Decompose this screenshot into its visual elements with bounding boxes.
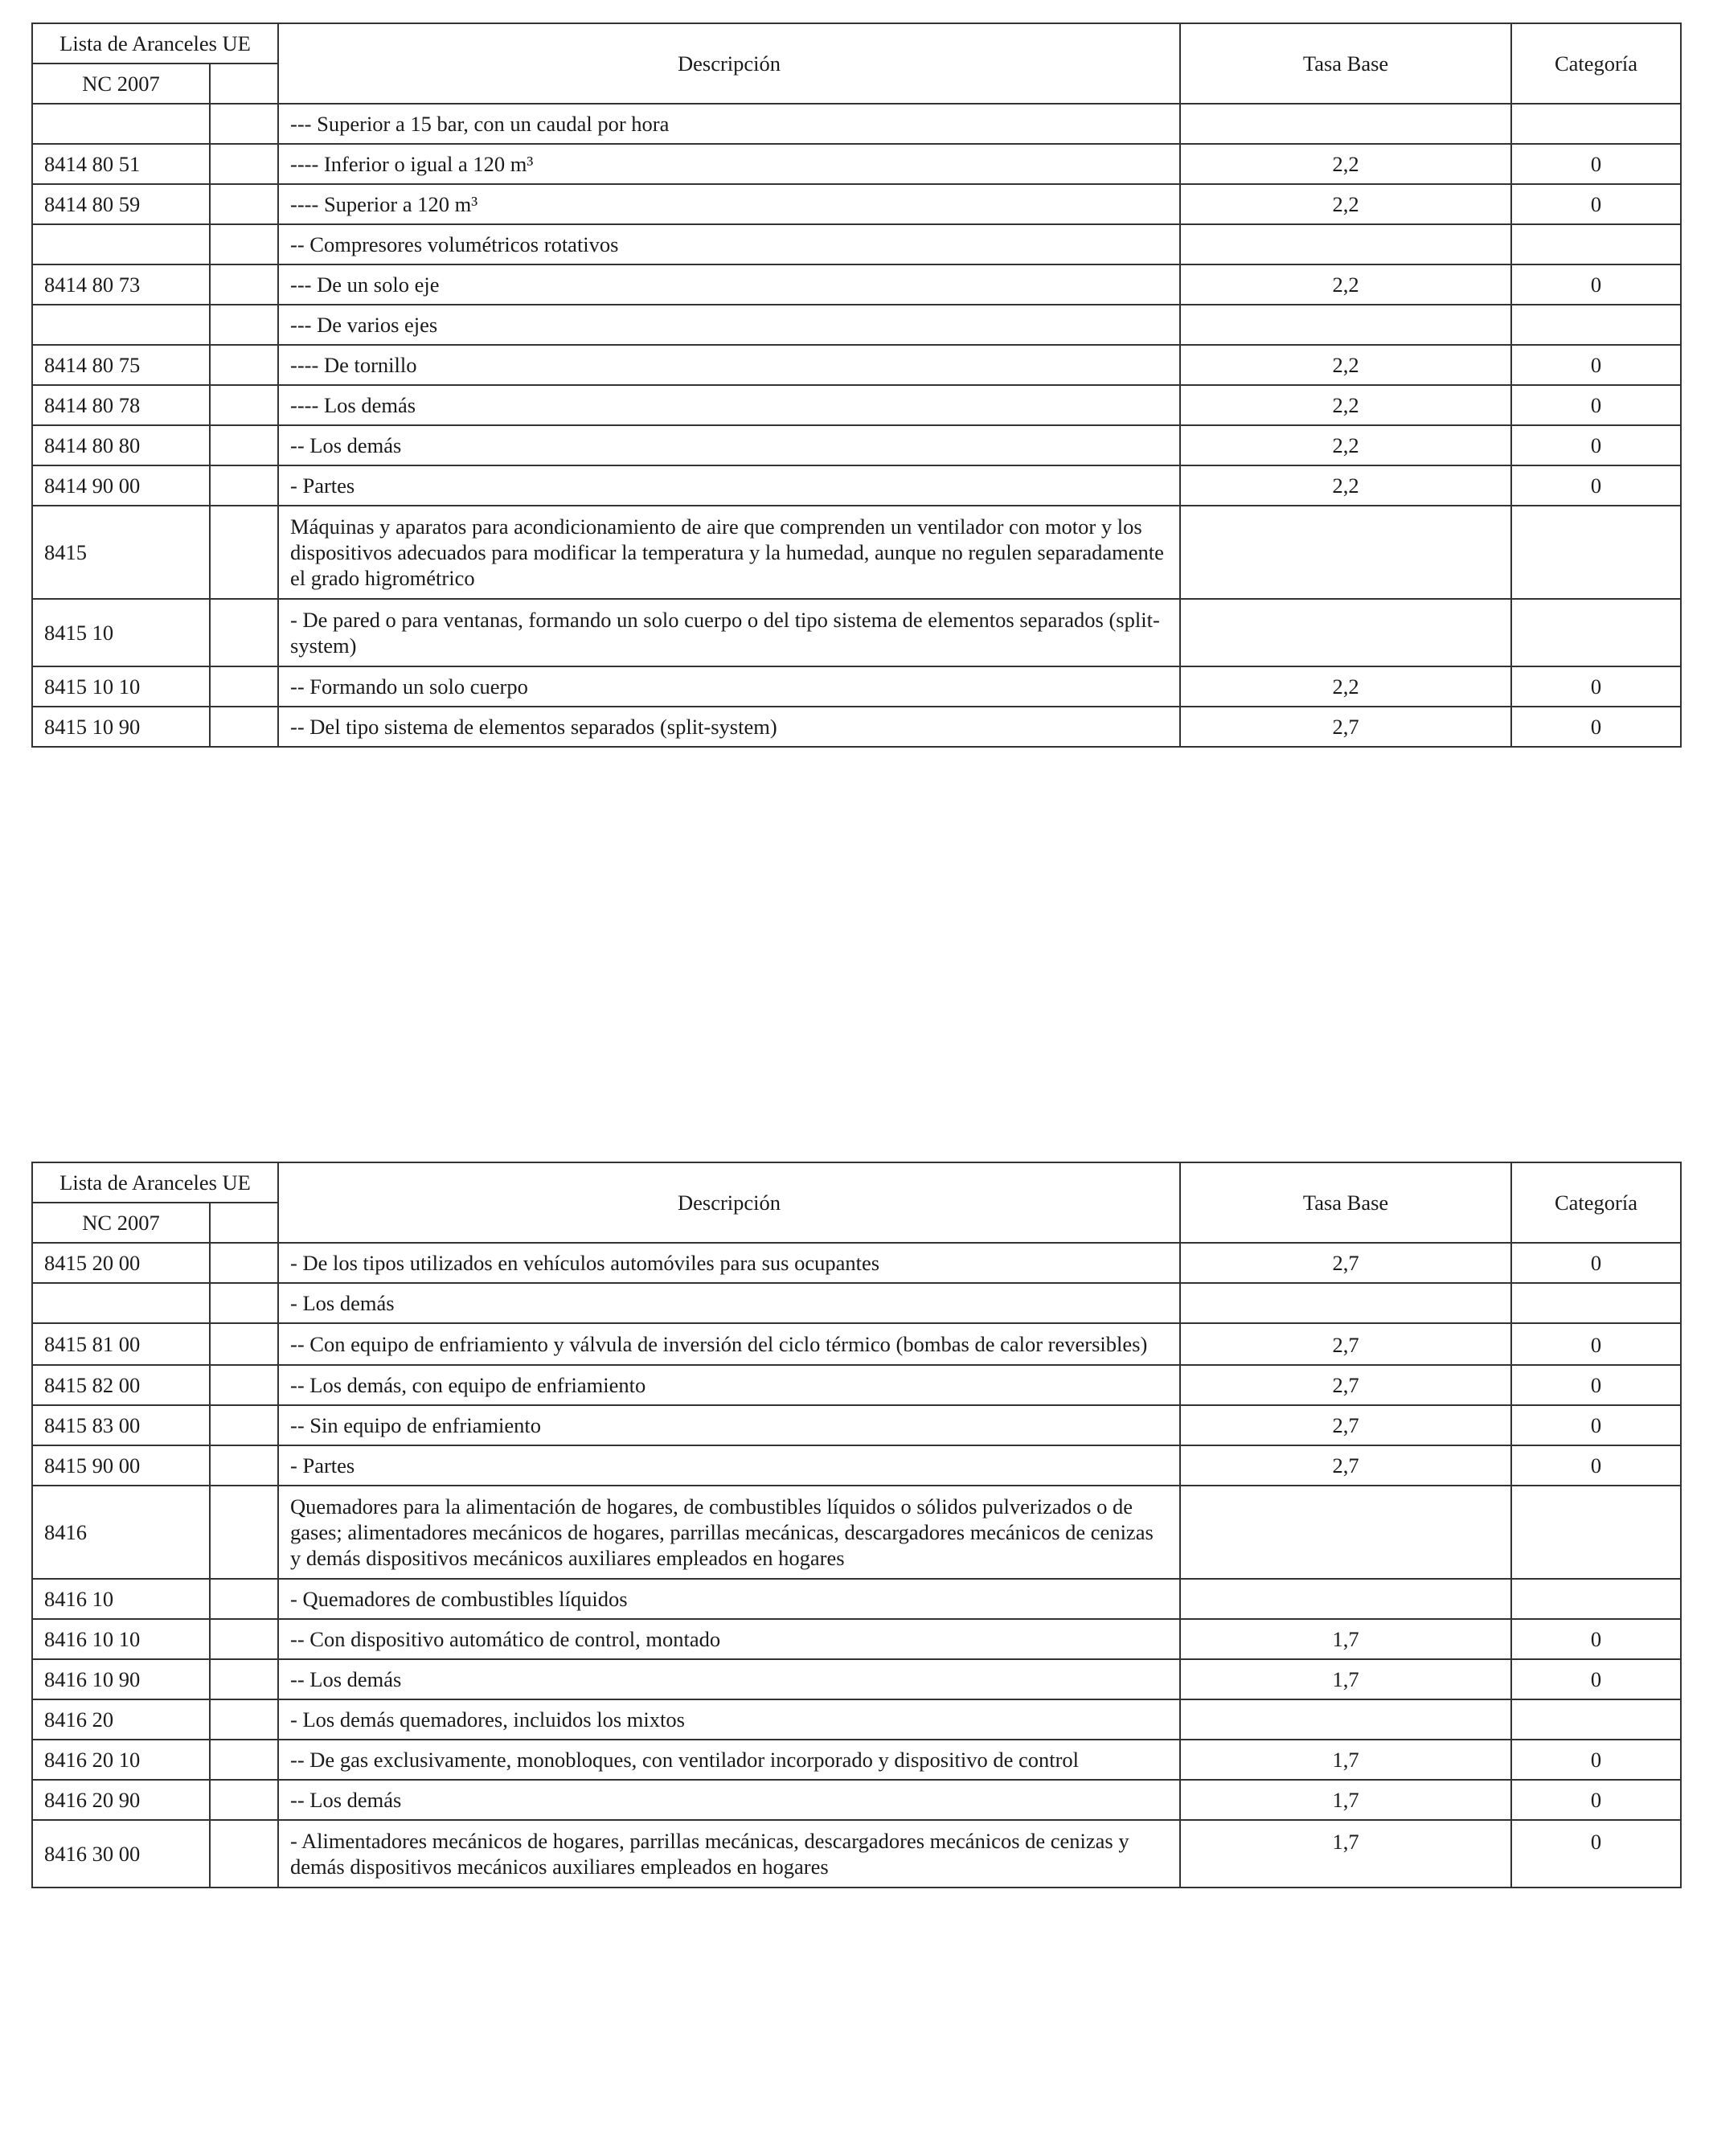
sub-code-cell xyxy=(210,465,278,506)
base-rate-cell: 2,2 xyxy=(1180,264,1511,305)
sub-code-cell xyxy=(210,1780,278,1820)
table-row xyxy=(32,465,1681,506)
tariff-code-cell: 8415 90 00 xyxy=(32,1445,210,1486)
table-row xyxy=(32,1283,1681,1323)
base-rate-cell: 1,7 xyxy=(1180,1740,1511,1780)
category-cell: 0 xyxy=(1511,1780,1681,1820)
header-category: Categoría xyxy=(1511,1162,1681,1243)
description-cell: - Quemadores de combustibles líquidos xyxy=(278,1579,1180,1619)
category-cell xyxy=(1511,599,1681,666)
tariff-code-cell: 8416 xyxy=(32,1486,210,1579)
table-row xyxy=(32,599,1681,666)
category-cell: 0 xyxy=(1511,465,1681,506)
category-cell xyxy=(1511,1699,1681,1740)
description-cell: ---- Los demás xyxy=(278,385,1180,425)
description-cell: --- Superior a 15 bar, con un caudal por hora xyxy=(278,104,1180,144)
tariff-code-cell: 8415 xyxy=(32,506,210,599)
tariff-code-cell: 8415 82 00 xyxy=(32,1365,210,1405)
table-row xyxy=(32,1820,1681,1888)
sub-code-cell xyxy=(210,1699,278,1740)
base-rate-cell: 2,7 xyxy=(1180,1365,1511,1405)
description-cell: -- Los demás xyxy=(278,1659,1180,1699)
description-cell: - Alimentadores mecánicos de hogares, parrillas mecánicas, descargadores mecánicos de cenizas y demás dispositivos mecánicos auxiliares empleados en hogares xyxy=(278,1820,1180,1888)
table-body xyxy=(32,1243,1681,1888)
category-cell xyxy=(1511,1283,1681,1323)
description-cell: ---- De tornillo xyxy=(278,345,1180,385)
table-row xyxy=(32,385,1681,425)
table-row xyxy=(32,1699,1681,1740)
category-cell: 0 xyxy=(1511,345,1681,385)
description-cell: -- Con equipo de enfriamiento y válvula de inversión del ciclo térmico (bombas de calor reversibles) xyxy=(278,1323,1180,1365)
table-row xyxy=(32,506,1681,599)
tariff-code-cell: 8415 10 10 xyxy=(32,666,210,707)
header-description: Descripción xyxy=(278,23,1180,104)
category-cell: 0 xyxy=(1511,144,1681,184)
category-cell xyxy=(1511,1486,1681,1579)
header-rate: Tasa Base xyxy=(1180,23,1511,104)
table-row xyxy=(32,707,1681,747)
sub-code-cell xyxy=(210,1243,278,1283)
header-list-label: Lista de Aranceles UE xyxy=(32,23,278,64)
tariff-table-2 xyxy=(31,1162,1682,1888)
tariff-code-cell: 8414 80 75 xyxy=(32,345,210,385)
table-row xyxy=(32,184,1681,224)
header-empty-cell xyxy=(210,1203,278,1243)
tariff-code-cell: 8415 10 xyxy=(32,599,210,666)
category-cell: 0 xyxy=(1511,1659,1681,1699)
tariff-code-cell: 8416 10 90 xyxy=(32,1659,210,1699)
sub-code-cell xyxy=(210,1323,278,1365)
category-cell: 0 xyxy=(1511,1365,1681,1405)
sub-code-cell xyxy=(210,1365,278,1405)
header-description: Descripción xyxy=(278,1162,1180,1243)
base-rate-cell: 1,7 xyxy=(1180,1659,1511,1699)
sub-code-cell xyxy=(210,599,278,666)
category-cell: 0 xyxy=(1511,1243,1681,1283)
sub-code-cell xyxy=(210,144,278,184)
description-cell: - Los demás quemadores, incluidos los mixtos xyxy=(278,1699,1180,1740)
tariff-code-cell: 8414 90 00 xyxy=(32,465,210,506)
description-cell: -- Los demás, con equipo de enfriamiento xyxy=(278,1365,1180,1405)
base-rate-cell: 2,2 xyxy=(1180,425,1511,465)
base-rate-cell: 2,7 xyxy=(1180,1323,1511,1365)
category-cell: 0 xyxy=(1511,1619,1681,1659)
category-cell: 0 xyxy=(1511,666,1681,707)
base-rate-cell xyxy=(1180,599,1511,666)
sub-code-cell xyxy=(210,1283,278,1323)
base-rate-cell: 2,2 xyxy=(1180,345,1511,385)
base-rate-cell: 2,2 xyxy=(1180,144,1511,184)
description-cell: ---- Inferior o igual a 120 m³ xyxy=(278,144,1180,184)
description-cell: - De los tipos utilizados en vehículos automóviles para sus ocupantes xyxy=(278,1243,1180,1283)
base-rate-cell xyxy=(1180,224,1511,264)
base-rate-cell: 2,7 xyxy=(1180,1445,1511,1486)
description-cell: --- De varios ejes xyxy=(278,305,1180,345)
header-category: Categoría xyxy=(1511,23,1681,104)
category-cell: 0 xyxy=(1511,1740,1681,1780)
description-cell: -- Con dispositivo automático de control, montado xyxy=(278,1619,1180,1659)
description-cell: -- De gas exclusivamente, monobloques, con ventilador incorporado y dispositivo de control xyxy=(278,1740,1180,1780)
category-cell: 0 xyxy=(1511,1820,1681,1888)
category-cell: 0 xyxy=(1511,385,1681,425)
base-rate-cell xyxy=(1180,506,1511,599)
table-row xyxy=(32,1740,1681,1780)
base-rate-cell: 2,2 xyxy=(1180,184,1511,224)
tariff-code-cell: 8416 30 00 xyxy=(32,1820,210,1888)
table-header xyxy=(32,23,1681,104)
description-cell: - Los demás xyxy=(278,1283,1180,1323)
sub-code-cell xyxy=(210,1619,278,1659)
tariff-code-cell: 8414 80 59 xyxy=(32,184,210,224)
tariff-code-cell: 8414 80 78 xyxy=(32,385,210,425)
tariff-code-cell xyxy=(32,224,210,264)
category-cell: 0 xyxy=(1511,1405,1681,1445)
description-cell: Máquinas y aparatos para acondicionamiento de aire que comprenden un ventilador con motor y los dispositivos adecuados para modificar la temperatura y la humedad, aunque no regulen separadamente el grado higrométrico xyxy=(278,506,1180,599)
table-row xyxy=(32,1445,1681,1486)
category-cell xyxy=(1511,1579,1681,1619)
tariff-code-cell: 8416 20 xyxy=(32,1699,210,1740)
table-row xyxy=(32,104,1681,144)
table-row xyxy=(32,305,1681,345)
table-row xyxy=(32,1243,1681,1283)
header-nc-label: NC 2007 xyxy=(32,64,210,104)
base-rate-cell: 2,2 xyxy=(1180,385,1511,425)
tariff-table-1 xyxy=(31,23,1682,748)
header-list-label: Lista de Aranceles UE xyxy=(32,1162,278,1203)
sub-code-cell xyxy=(210,1659,278,1699)
description-cell: -- Del tipo sistema de elementos separados (split-system) xyxy=(278,707,1180,747)
tariff-code-cell: 8414 80 73 xyxy=(32,264,210,305)
description-cell: -- Los demás xyxy=(278,1780,1180,1820)
sub-code-cell xyxy=(210,224,278,264)
sub-code-cell xyxy=(210,345,278,385)
table-row xyxy=(32,345,1681,385)
base-rate-cell xyxy=(1180,104,1511,144)
base-rate-cell xyxy=(1180,1699,1511,1740)
tariff-code-cell: 8416 20 10 xyxy=(32,1740,210,1780)
category-cell: 0 xyxy=(1511,707,1681,747)
tariff-code-cell: 8414 80 51 xyxy=(32,144,210,184)
header-rate: Tasa Base xyxy=(1180,1162,1511,1243)
description-cell: - De pared o para ventanas, formando un solo cuerpo o del tipo sistema de elementos separados (split-system) xyxy=(278,599,1180,666)
base-rate-cell: 1,7 xyxy=(1180,1820,1511,1888)
sub-code-cell xyxy=(210,1445,278,1486)
base-rate-cell xyxy=(1180,305,1511,345)
sub-code-cell xyxy=(210,1405,278,1445)
description-cell: -- Sin equipo de enfriamiento xyxy=(278,1405,1180,1445)
tariff-code-cell: 8415 10 90 xyxy=(32,707,210,747)
category-cell xyxy=(1511,506,1681,599)
description-cell: --- De un solo eje xyxy=(278,264,1180,305)
description-cell: -- Compresores volumétricos rotativos xyxy=(278,224,1180,264)
category-cell xyxy=(1511,224,1681,264)
sub-code-cell xyxy=(210,264,278,305)
sub-code-cell xyxy=(210,104,278,144)
table-row xyxy=(32,1579,1681,1619)
base-rate-cell: 1,7 xyxy=(1180,1780,1511,1820)
category-cell: 0 xyxy=(1511,1323,1681,1365)
table-row xyxy=(32,425,1681,465)
table-row xyxy=(32,144,1681,184)
tariff-code-cell xyxy=(32,104,210,144)
table-header xyxy=(32,1162,1681,1243)
category-cell: 0 xyxy=(1511,184,1681,224)
table-row xyxy=(32,1486,1681,1579)
sub-code-cell xyxy=(210,184,278,224)
base-rate-cell: 2,2 xyxy=(1180,666,1511,707)
sub-code-cell xyxy=(210,707,278,747)
description-cell: ---- Superior a 120 m³ xyxy=(278,184,1180,224)
tariff-code-cell xyxy=(32,1283,210,1323)
table-row xyxy=(32,1323,1681,1365)
category-cell xyxy=(1511,104,1681,144)
header-nc-label: NC 2007 xyxy=(32,1203,210,1243)
sub-code-cell xyxy=(210,425,278,465)
sub-code-cell xyxy=(210,1579,278,1619)
category-cell: 0 xyxy=(1511,264,1681,305)
base-rate-cell: 2,7 xyxy=(1180,707,1511,747)
base-rate-cell xyxy=(1180,1283,1511,1323)
sub-code-cell xyxy=(210,385,278,425)
header-empty-cell xyxy=(210,64,278,104)
tariff-code-cell: 8415 81 00 xyxy=(32,1323,210,1365)
sub-code-cell xyxy=(210,1820,278,1888)
table-row xyxy=(32,264,1681,305)
sub-code-cell xyxy=(210,305,278,345)
sub-code-cell xyxy=(210,506,278,599)
description-cell: Quemadores para la alimentación de hogares, de combustibles líquidos o sólidos pulverizados o de gases; alimentadores mecánicos de hogares, parrillas mecánicas, descargadores mecánicos de cenizas y demás dispositivos mecánicos auxiliares empleados en hogares xyxy=(278,1486,1180,1579)
base-rate-cell: 1,7 xyxy=(1180,1619,1511,1659)
description-cell: -- Los demás xyxy=(278,425,1180,465)
description-cell: - Partes xyxy=(278,1445,1180,1486)
base-rate-cell: 2,7 xyxy=(1180,1405,1511,1445)
category-cell xyxy=(1511,305,1681,345)
tariff-code-cell: 8415 83 00 xyxy=(32,1405,210,1445)
table-row xyxy=(32,1780,1681,1820)
tariff-code-cell: 8414 80 80 xyxy=(32,425,210,465)
table-body xyxy=(32,104,1681,747)
sub-code-cell xyxy=(210,1486,278,1579)
base-rate-cell xyxy=(1180,1579,1511,1619)
tariff-code-cell: 8416 10 10 xyxy=(32,1619,210,1659)
tariff-code-cell xyxy=(32,305,210,345)
tariff-code-cell: 8415 20 00 xyxy=(32,1243,210,1283)
category-cell: 0 xyxy=(1511,1445,1681,1486)
table-row xyxy=(32,666,1681,707)
base-rate-cell: 2,7 xyxy=(1180,1243,1511,1283)
tariff-code-cell: 8416 20 90 xyxy=(32,1780,210,1820)
table-row xyxy=(32,1365,1681,1405)
category-cell: 0 xyxy=(1511,425,1681,465)
base-rate-cell xyxy=(1180,1486,1511,1579)
table-row xyxy=(32,1619,1681,1659)
sub-code-cell xyxy=(210,1740,278,1780)
base-rate-cell: 2,2 xyxy=(1180,465,1511,506)
tariff-code-cell: 8416 10 xyxy=(32,1579,210,1619)
sub-code-cell xyxy=(210,666,278,707)
description-cell: - Partes xyxy=(278,465,1180,506)
table-row xyxy=(32,224,1681,264)
description-cell: -- Formando un solo cuerpo xyxy=(278,666,1180,707)
table-row xyxy=(32,1405,1681,1445)
table-row xyxy=(32,1659,1681,1699)
